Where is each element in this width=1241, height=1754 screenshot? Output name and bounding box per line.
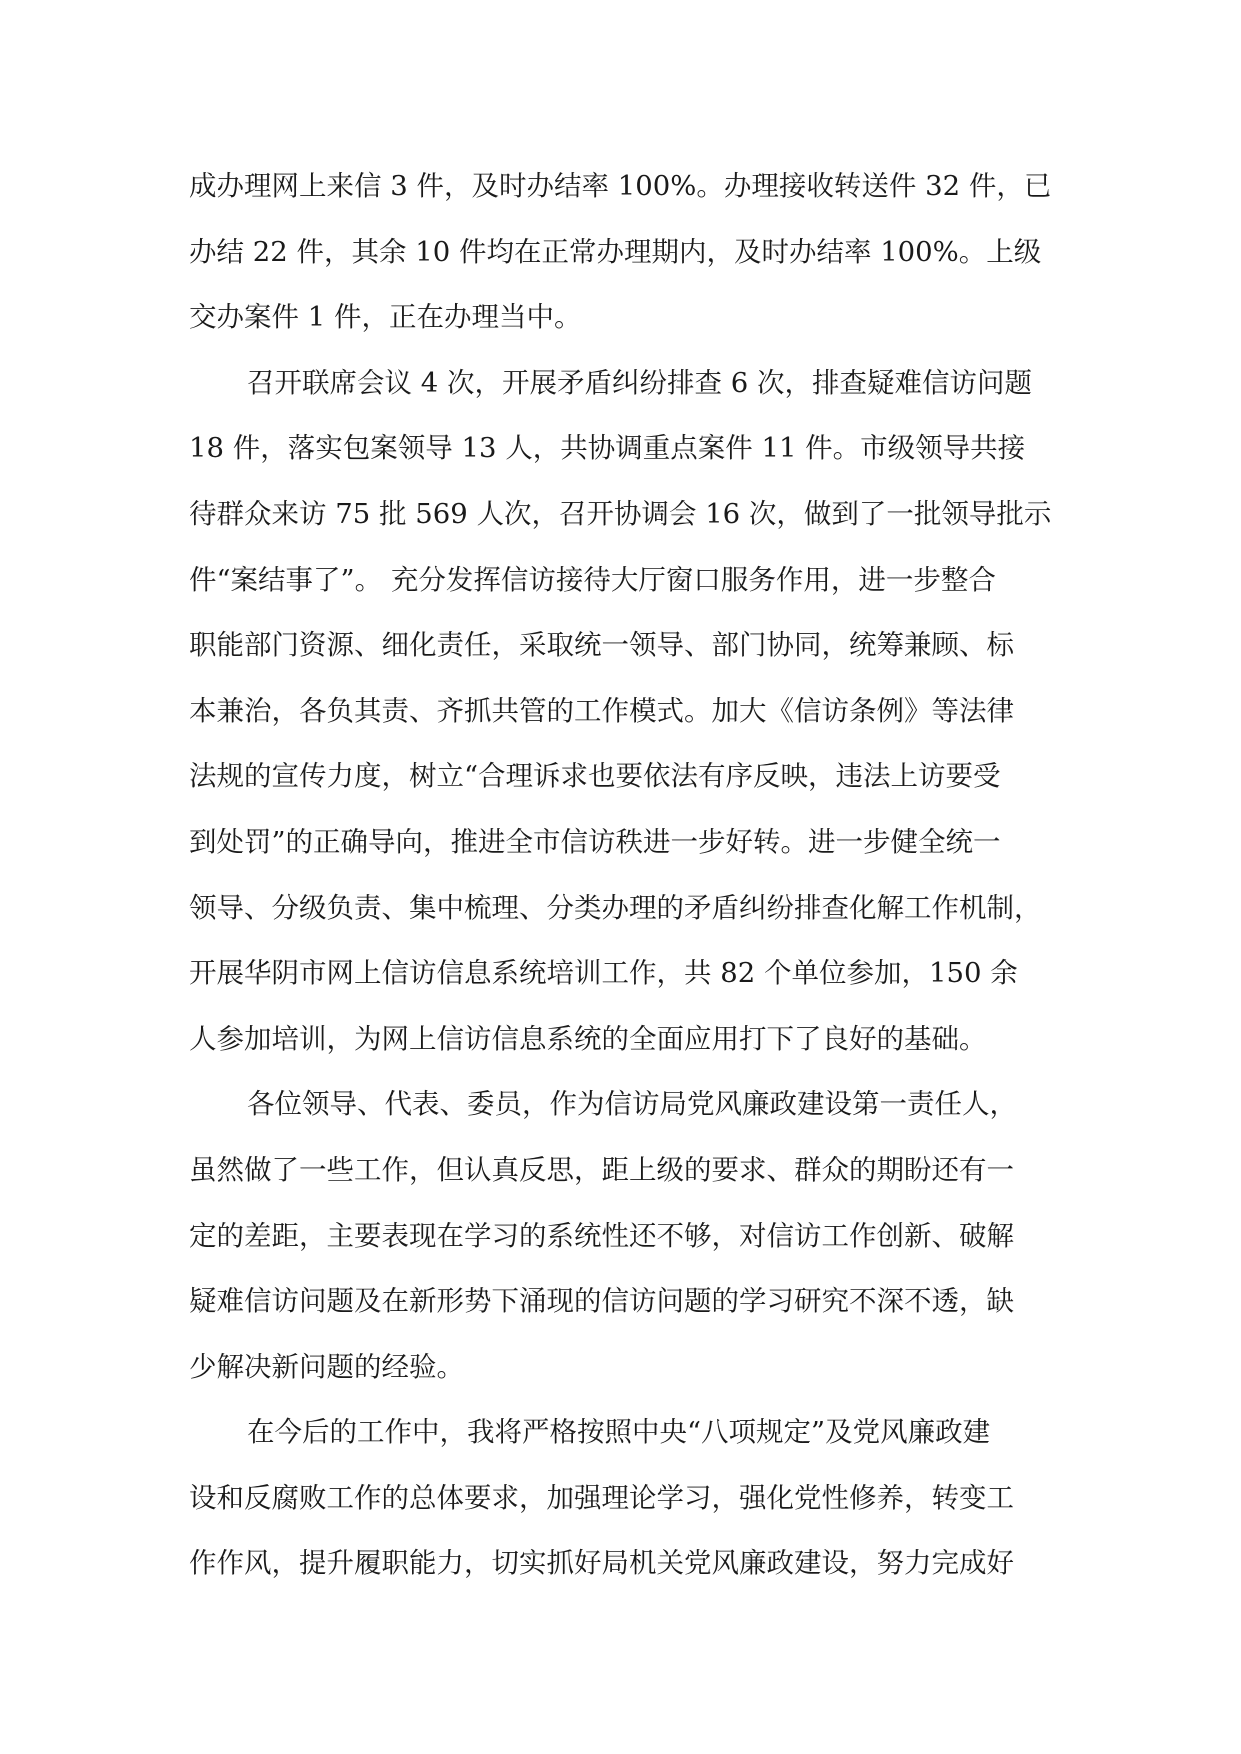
document-body [189, 160, 1069, 1603]
text-line: 作作风，提升履职能力，切实抓好局机关党风廉政建设，努力完成好 [189, 1547, 1014, 1580]
text-line: 疑难信访问题及在新形势下涌现的信访问题的学习研究不深不透，缺 [189, 1285, 1014, 1318]
text-line: 少解决新问题的经验。 [189, 1350, 464, 1383]
paragraph-4 [189, 1406, 1069, 1603]
text-line: 交办案件 1 件，正在办理当中。 [189, 301, 582, 334]
text-line: 在今后的工作中，我将严格按照中央“八项规定”及党风廉政建 [247, 1416, 991, 1449]
text-line: 成办理网上来信 3 件，及时办结率 100%。办理接收转送件 32 件，已 [189, 170, 1052, 202]
text-line: 召开联席会议 4 次，开展矛盾纠纷排查 6 次，排查疑难信访问题 [247, 366, 1032, 399]
text-line: 领导、分级负责、集中梳理、分类办理的矛盾纠纷排查化解工作机制， [189, 891, 1042, 924]
text-line: 开展华阴市网上信访信息系统培训工作，共 82 个单位参加，150 余 [189, 957, 1018, 990]
text-line: 办结 22 件，其余 10 件均在正常办理期内，及时办结率 100%。上级 [189, 235, 1042, 268]
text-line: 定的差距，主要表现在学习的系统性还不够，对信访工作创新、破解 [189, 1219, 1014, 1252]
text-line: 到处罚”的正确导向，推进全市信访秩进一步好转。进一步健全统一 [189, 825, 1001, 858]
text-line: 18 件，落实包案领导 13 人，共协调重点案件 11 件。市级领导共接 [189, 432, 1026, 465]
text-line: 设和反腐败工作的总体要求，加强理论学习，强化党性修养，转变工 [189, 1481, 1014, 1514]
text-line: 本兼治，各负其责、齐抓共管的工作模式。加大《信访条例》等法律 [189, 694, 1014, 727]
paragraph-1 [189, 160, 1069, 357]
text-line: 人参加培训，为网上信访信息系统的全面应用打下了良好的基础。 [189, 1022, 987, 1055]
text-line: 待群众来访 75 批 569 人次，召开协调会 16 次，做到了一批领导批示 [189, 497, 1052, 530]
text-line: 职能部门资源、细化责任，采取统一领导、部门协同，统筹兼顾、标 [189, 629, 1014, 662]
paragraph-2 [189, 357, 1069, 1079]
paragraph-3 [189, 1078, 1069, 1406]
text-line: 法规的宣传力度，树立“合理诉求也要依法有序反映，违法上访要受 [189, 760, 1001, 793]
text-line: 件“案结事了”。 充分发挥信访接待大厅窗口服务作用，进一步整合 [189, 563, 996, 596]
text-line: 虽然做了一些工作，但认真反思，距上级的要求、群众的期盼还有一 [189, 1153, 1014, 1186]
text-line: 各位领导、代表、委员，作为信访局党风廉政建设第一责任人， [247, 1088, 1017, 1121]
